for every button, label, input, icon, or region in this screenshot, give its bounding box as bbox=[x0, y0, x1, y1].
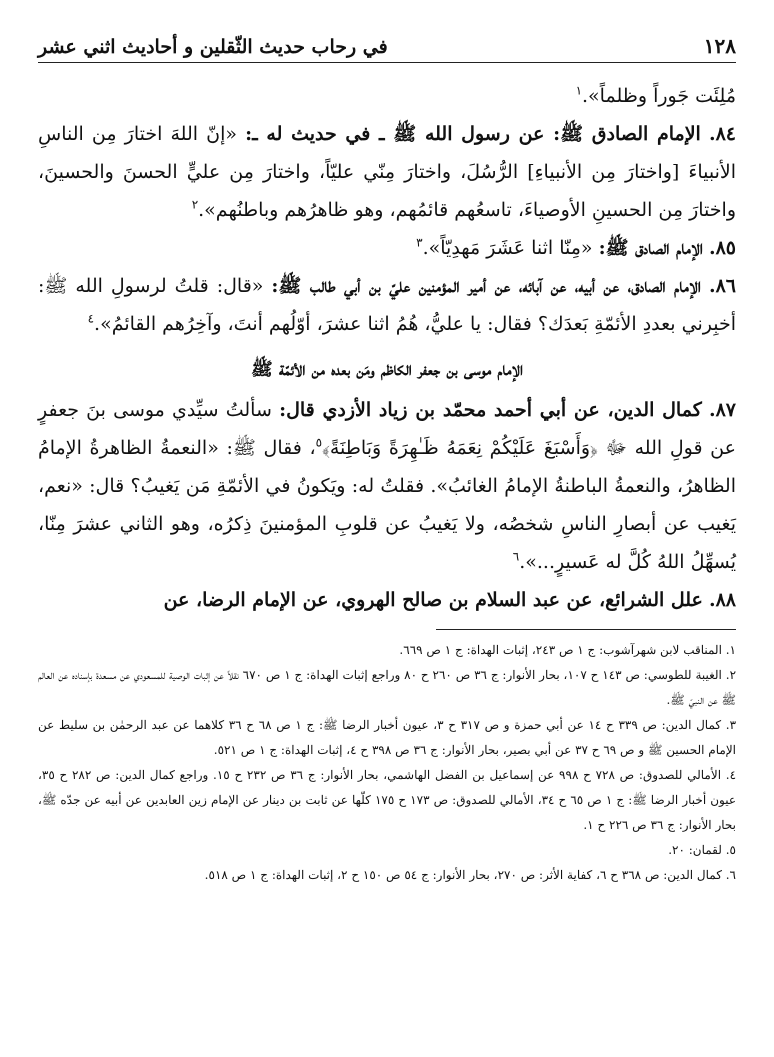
hadith-source: الإمام الصادق، عن أبيه، عن آبائه، عن أمير المؤمنين عليّ بن أبي طالب ﷺ: bbox=[271, 275, 701, 297]
footnote-ref: ٢ bbox=[191, 197, 199, 212]
footnote: ٦. كمال الدين: ص ٣٦٨ ح ٦، كفاية الأثر: ص ٢٧٠، بحار الأنوار: ج ٥٤ ص ١٥٠ ح ٢، إثبات الهداة: ج ١ ص ٥١٨. bbox=[204, 868, 736, 882]
hadith-87 bbox=[38, 391, 736, 581]
hadith-88 bbox=[38, 581, 736, 619]
continuation-text: مُلِئَت جَوراً وظلماً». bbox=[582, 85, 736, 107]
hadith-84 bbox=[38, 115, 736, 229]
hadith-86 bbox=[38, 267, 736, 343]
hadith-number: ٨٧. bbox=[708, 399, 736, 421]
hadith-number: ٨٦. bbox=[708, 275, 736, 297]
hadith-source: كمال الدين، عن أبي أحمد محمّد بن زياد الأزدي قال: bbox=[279, 399, 702, 421]
page-header bbox=[38, 18, 736, 63]
section-heading: الإمام موسى بن جعفر الكاظم ومَن بعده من الأئمّة ﷺ bbox=[251, 359, 523, 380]
hadith-85 bbox=[38, 229, 736, 267]
footnote: ١. المناقب لابن شهرآشوب: ج ١ ص ٢٤٣، إثبات الهداة: ج ١ ص ٦٦٩. bbox=[399, 643, 736, 657]
footnote: ٤. الأمالي للصدوق: ص ٧٢٨ ح ٩٩٨ عن إسماعيل بن الفضل الهاشمي، بحار الأنوار: ج ٣٦ ص ٢٣٢ ح ١٥. وراجع كمال الدين: ص ٢٨٢ ح ٣٥، عيون أخبار الرضا ﷺ: ج ١ ص ٦٥ ح ٣٤، الأمالي للصدوق: ص ١٧٣ ح ١٧٥ كلّها عن ثابت بن دينار عن الإمام زين العابدين عن أبيه عن جدّه ﷺ، بحار الأنوار: ج ٣٦ ص ٢٢٦ ح ١. bbox=[38, 768, 737, 832]
hadith-number: ٨٥. bbox=[708, 237, 736, 259]
footnote-ref: ٥ bbox=[315, 435, 323, 450]
footnote-divider bbox=[436, 629, 736, 630]
hadith-text: «مِنّا اثنا عَشَرَ مَهدِيّاً». bbox=[422, 237, 593, 259]
hadith-source: الإمام الصادق ﷺ: عن رسول الله ﷺ ـ في حديث له ـ: bbox=[245, 123, 701, 145]
hadith-text: سألتُ سيِّدي موسى بنَ جعفرٍ عن قولِ الله ﷻ ﴿وَأَسْبَغَ عَلَيْكُمْ نِعَمَهُ ظَـٰهِرَةً وَبَاطِنَةً﴾ bbox=[38, 399, 736, 459]
running-title: في رحاب حديث الثّقلين و أحاديث اثني عشر bbox=[38, 36, 388, 58]
footnote-ref: ١ bbox=[575, 83, 583, 98]
footnote: ٣. كمال الدين: ص ٣٣٩ ح ١٤ عن أبي حمزة و ص ٣١٧ ح ٣، عيون أخبار الرضا ﷺ: ج ١ ص ٦٨ ح ٣٦ كلاهما عن عبد الرحمٰن بن سليط عن الإمام الحسين ﷺ و ص ٦٩ ح ٣٧ عن أبي بصير، بحار الأنوار: ج ٣٦ ص ٣٩٨ ح ٤، إثبات الهداة: ج ١ ص ٥٢١. bbox=[38, 718, 737, 757]
footnote-ref: ٣ bbox=[416, 235, 423, 250]
page-number: ١٢٨ bbox=[703, 34, 736, 58]
hadith-number: ٨٨. bbox=[708, 589, 736, 611]
footnotes bbox=[38, 638, 736, 888]
footnote: ٥. لقمان: ٢٠. bbox=[668, 843, 736, 857]
hadith-text: «إنّ اللهَ اختارَ مِن الناسِ الأنبياءَ [واختارَ مِن الأنبياءِ] الرُّسُلَ، واختارَ مِنّي عليّاً، واختارَ مِن عليٍّ الحسنَ والحسينَ، واختارَ مِن الحسينِ الأوصياءَ، تاسعُهم قائمُهم، وهو ظاهرُهم وباطنُهم». bbox=[38, 123, 736, 221]
hadith-text-cont: ، فقال ﷺ: «النعمةُ الظاهرةُ الإمامُ الظاهرُ، والنعمةُ الباطنةُ الإمامُ الغائبُ». فقلتُ له: ويَكونُ في الأئمّةِ مَن يَغيبُ؟ قال: «نعم، يَغيب عن أبصارِ الناسِ شخصُه، ولا يَغيبُ عن قلوبِ المؤمنينَ ذِكرُه، وهو الثاني عشرَ مِنّا، يُسهِّلُ اللهُ كُلَّ له عَسيرٍ...». bbox=[38, 437, 736, 573]
hadith-source: علل الشرائع، عن عبد السلام بن صالح الهروي، عن الإمام الرضا، عن bbox=[163, 589, 703, 611]
paragraph-continuation bbox=[38, 77, 736, 115]
hadith-source: الإمام الصادق ﷺ: bbox=[598, 237, 703, 259]
footnote: ٢. الغيبة للطوسي: ص ١٤٣ ح ١٠٧، بحار الأنوار: ج ٣٦ ص ٢٦٠ ح ٨٠ وراجع إثبات الهداة: ج ١ ص ٦٧٠ نقلاً عن إثبات الوصية للمسعودي عن مسعدة بإسناده عن العالم ﷺ عن النبيّ ﷺ. bbox=[38, 668, 737, 707]
hadith-number: ٨٤. bbox=[708, 123, 736, 145]
footnote-ref: ٤ bbox=[87, 311, 95, 326]
footnote-ref: ٦ bbox=[512, 549, 520, 564]
page-body bbox=[38, 77, 736, 619]
hadith-text: «قال: قلتُ لرسولِ الله ﷺ: أخبِرني بعددِ الأئمّةِ بَعدَك؟ فقال: يا عليُّ، هُمُ اثنا عشرَ، أوّلُهم أنتَ، وآخِرُهم القائمُ». bbox=[38, 275, 736, 335]
